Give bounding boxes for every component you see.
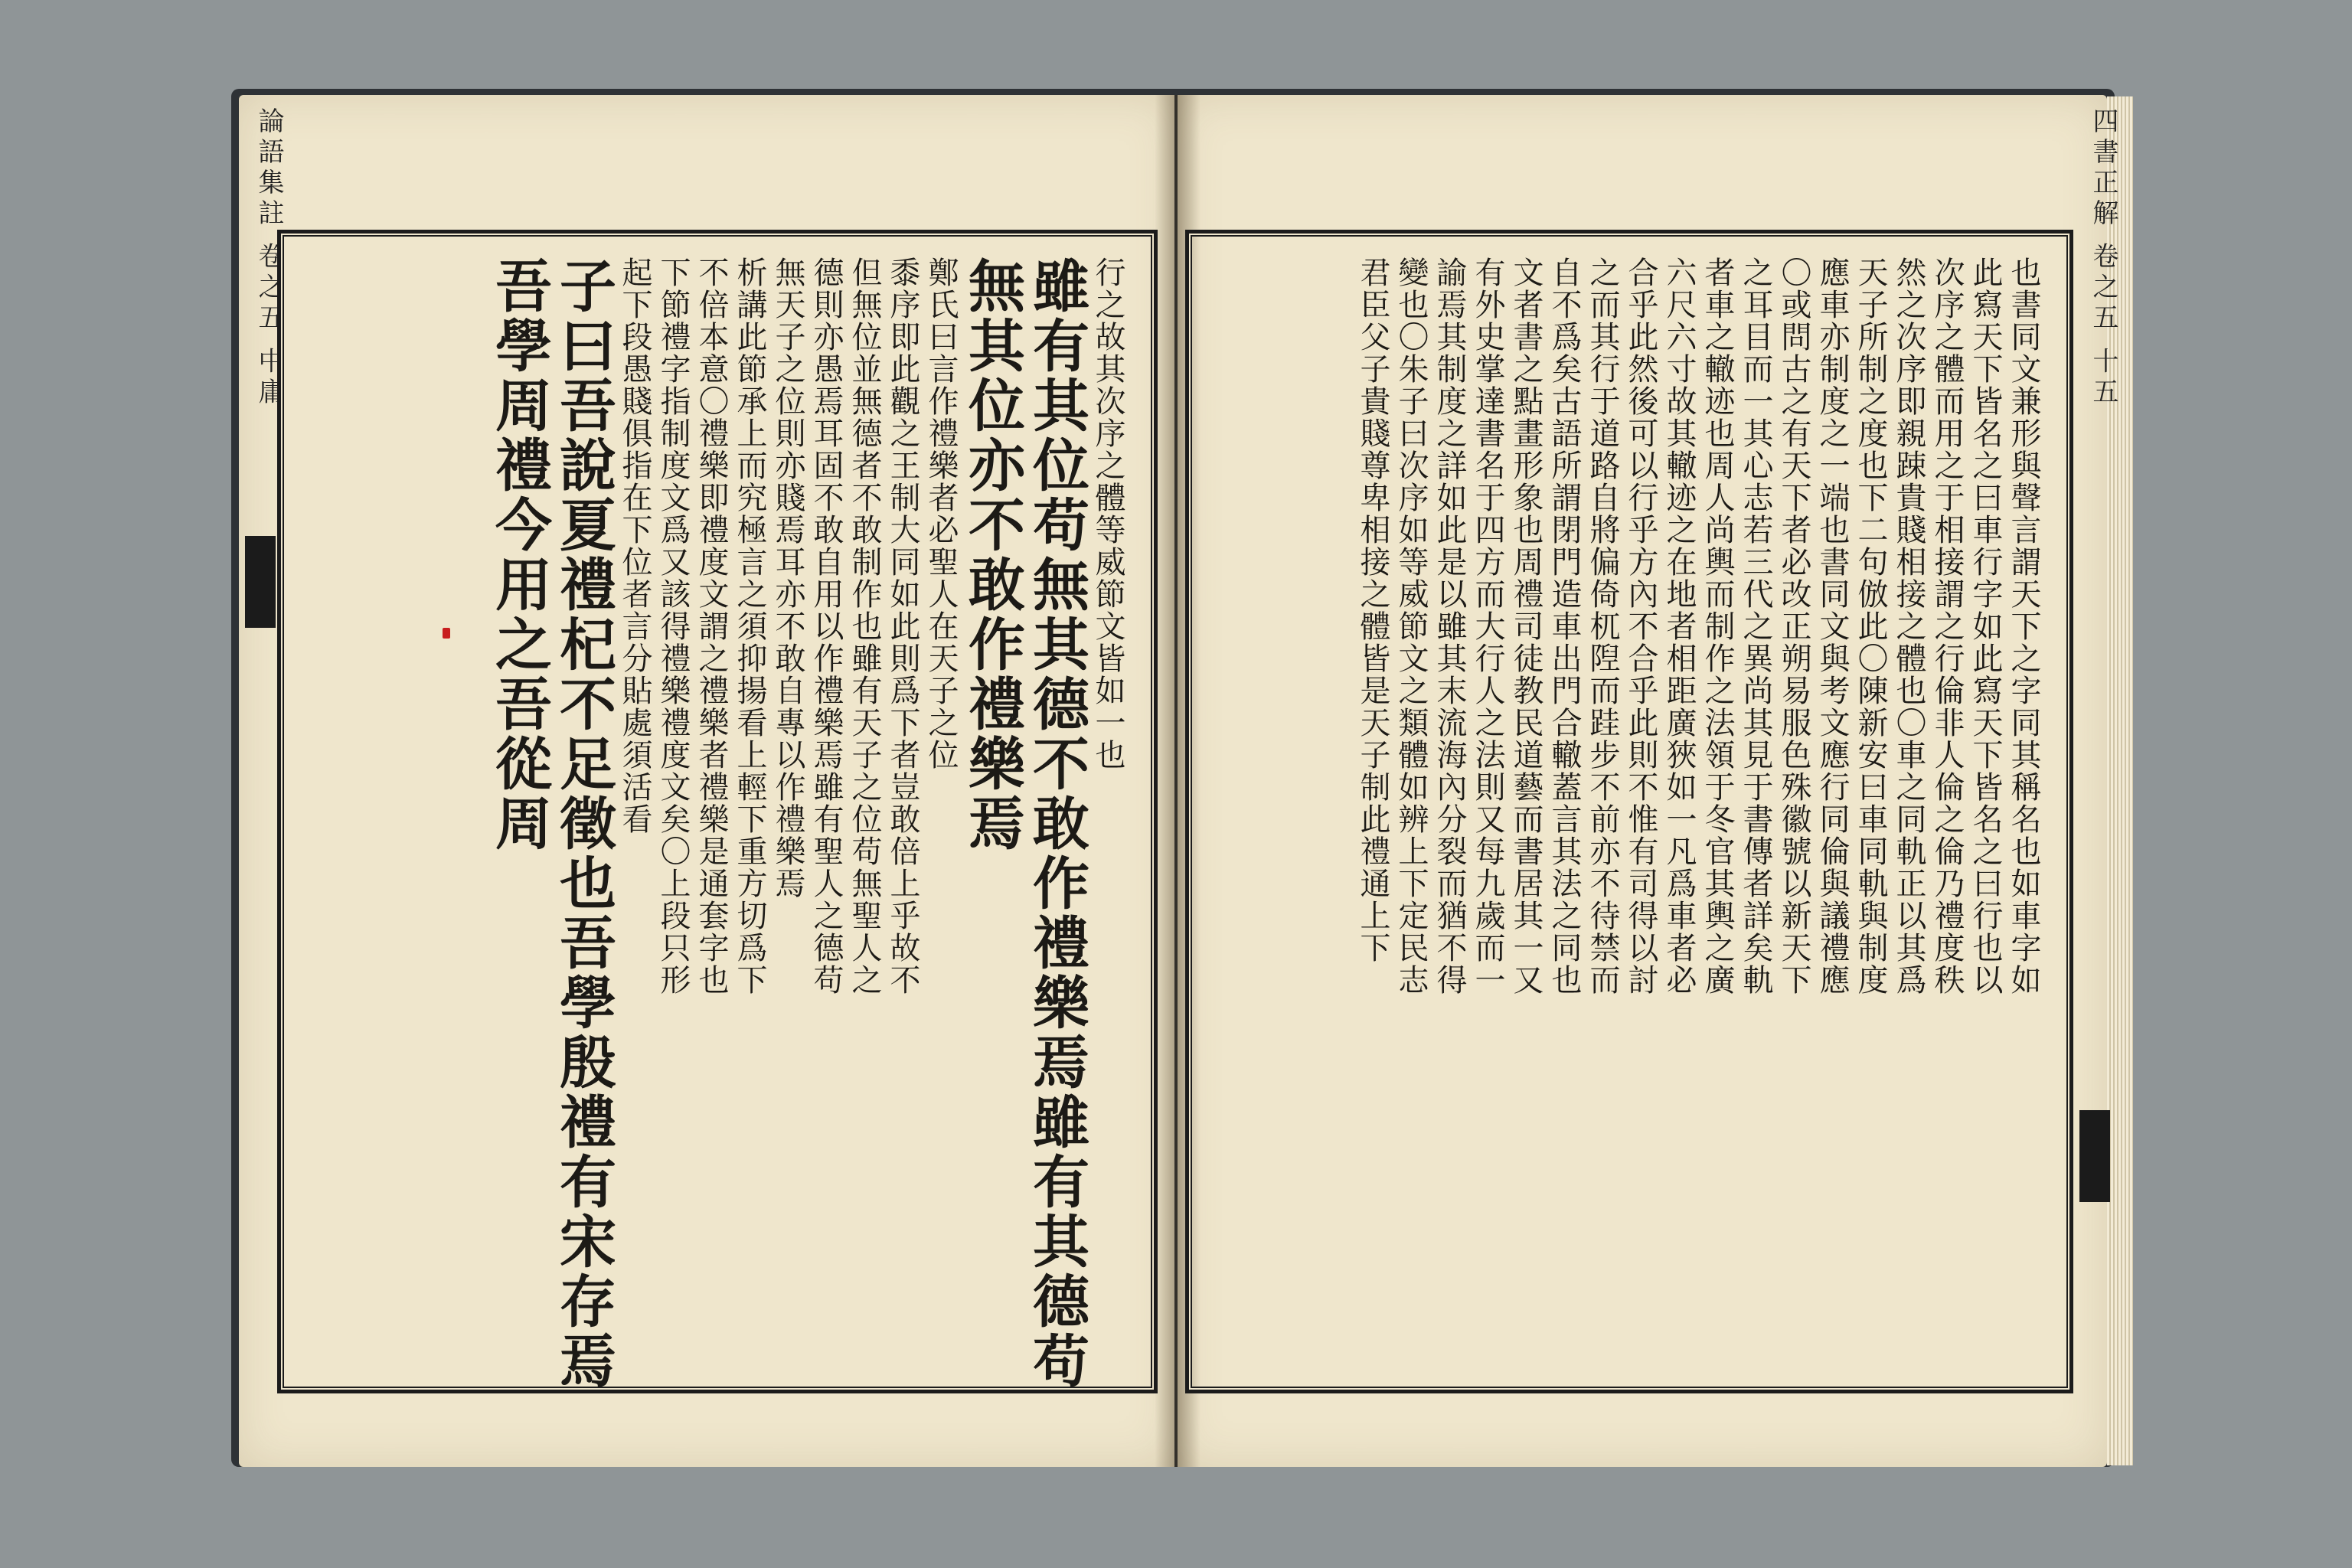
left-page-text-column: 鄭氏曰言作禮樂者必聖人在天子之位 (923, 256, 959, 771)
right-page-text-column: 自不爲矣古語所謂閉門造車出門合轍蓋言其法之同也 (1547, 256, 1582, 996)
left-page-text-column: 子曰吾說夏禮杞不足徵也吾學殷禮有宋存焉 (550, 256, 616, 1391)
left-page-text-column: 黍序即此觀之王制大同如此則爲下者豈敢倍上乎故不 (885, 256, 920, 996)
left-page-text-column: 德則亦愚焉耳固不敢自用以作禮樂焉雖有聖人之德苟 (808, 256, 844, 996)
left-page-text-column: 行之故其次序之體等威節文皆如一也 (1090, 256, 1125, 771)
right-page-text-column: 也書同文兼形與聲言謂天下之字同其稱名也如車字如 (2006, 256, 2041, 996)
red-ink-mark (443, 628, 450, 639)
left-page-text-column: 不倍本意〇禮樂即禮度文謂之禮樂者禮樂是通套字也 (694, 256, 729, 996)
left-text-columns (304, 256, 1125, 1391)
right-page-text-column: 六尺六寸故其轍迹之在地者相距廣狹如一凡爲車者必 (1661, 256, 1697, 996)
left-page-text-column: 雖有其位苟無其德不敢作禮樂焉雖有其德苟 (1024, 256, 1089, 1391)
right-page-text-column: 〇或問古之有天下者必改正朔易服色殊徽號以新天下 (1776, 256, 1811, 996)
right-page-text-column: 此寫天下皆名之曰車行字如此寫天下皆名之曰行也以 (1968, 256, 2003, 996)
right-page-text-column: 變也〇朱子曰次序如等威節文之類體如辨上下定民志 (1393, 256, 1429, 996)
right-page-text-column: 之耳目而一其心志若三代之異尚其見于書傳者詳矣軌 (1738, 256, 1773, 996)
right-page-text-column: 文者書之點畫形象也周禮司徒教民道藝而書居其一又 (1508, 256, 1544, 996)
left-fishtail-mark (245, 536, 276, 628)
left-page-text-column: 但無位並無德者不敢制作也雖有天子之位苟無聖人之 (847, 256, 882, 996)
left-text-frame (277, 230, 1158, 1393)
right-text-frame (1185, 230, 2073, 1393)
left-page-text-column: 起下段愚賤俱指在下位者言分貼處須活看 (617, 256, 652, 835)
right-page-text-column: 應車亦制度之一端也書同文與考文應行同倫與議禮應 (1815, 256, 1850, 996)
left-page-text-column: 吾學周禮今用之吾從周 (486, 256, 552, 854)
left-page-text-column: 無其位亦不敢作禮樂焉 (959, 256, 1025, 854)
right-page-text-column: 之而其行于道路自將偏倚杌隉而跬步不前亦不待禁而 (1585, 256, 1620, 996)
left-page-text-column: 無天子之位則亦賤焉耳亦不敢自專以作禮樂焉 (770, 256, 805, 900)
left-page-text-column: 下節禮字指制度文爲又該得禮樂禮度文矣〇上段只形 (655, 256, 691, 996)
right-page-text-column: 有外史掌達書名于四方而大行人之法則又每九歲而一 (1470, 256, 1505, 996)
left-page-margin-header: 論語集註 卷之五 中庸 (253, 107, 284, 409)
right-page-text-column: 合乎此然後可以行乎方內不合乎此則不惟有司得以討 (1623, 256, 1658, 996)
right-page-text-column: 然之次序即親踈貴賤相接之體也〇車之同軌正以其爲 (1891, 256, 1926, 996)
left-page-text-column: 析講此節承上而究極言之須抑揚看上輕下重方切爲下 (732, 256, 767, 996)
right-page-text-column: 者車之轍迹也周人尚輿而制作之法領于冬官其輿之廣 (1700, 256, 1735, 996)
right-fishtail-mark (2079, 1110, 2110, 1202)
right-text-columns (1212, 256, 2039, 1367)
right-page-margin-header: 四書正解 卷之五 十五 (2088, 107, 2118, 409)
right-page-text-column: 君臣父子貴賤尊卑相接之體皆是天子制此禮通上下 (1355, 256, 1390, 964)
right-page-text-column: 天子所制之度也下二句倣此〇陳新安曰車同軌與制度 (1853, 256, 1888, 996)
right-page-text-column: 次序之體而用之于相接謂之行倫非人倫之倫乃禮度秩 (1929, 256, 1965, 996)
right-page-text-column: 諭焉其制度之詳如此是以雖其末流海內分裂而猶不得 (1432, 256, 1467, 996)
